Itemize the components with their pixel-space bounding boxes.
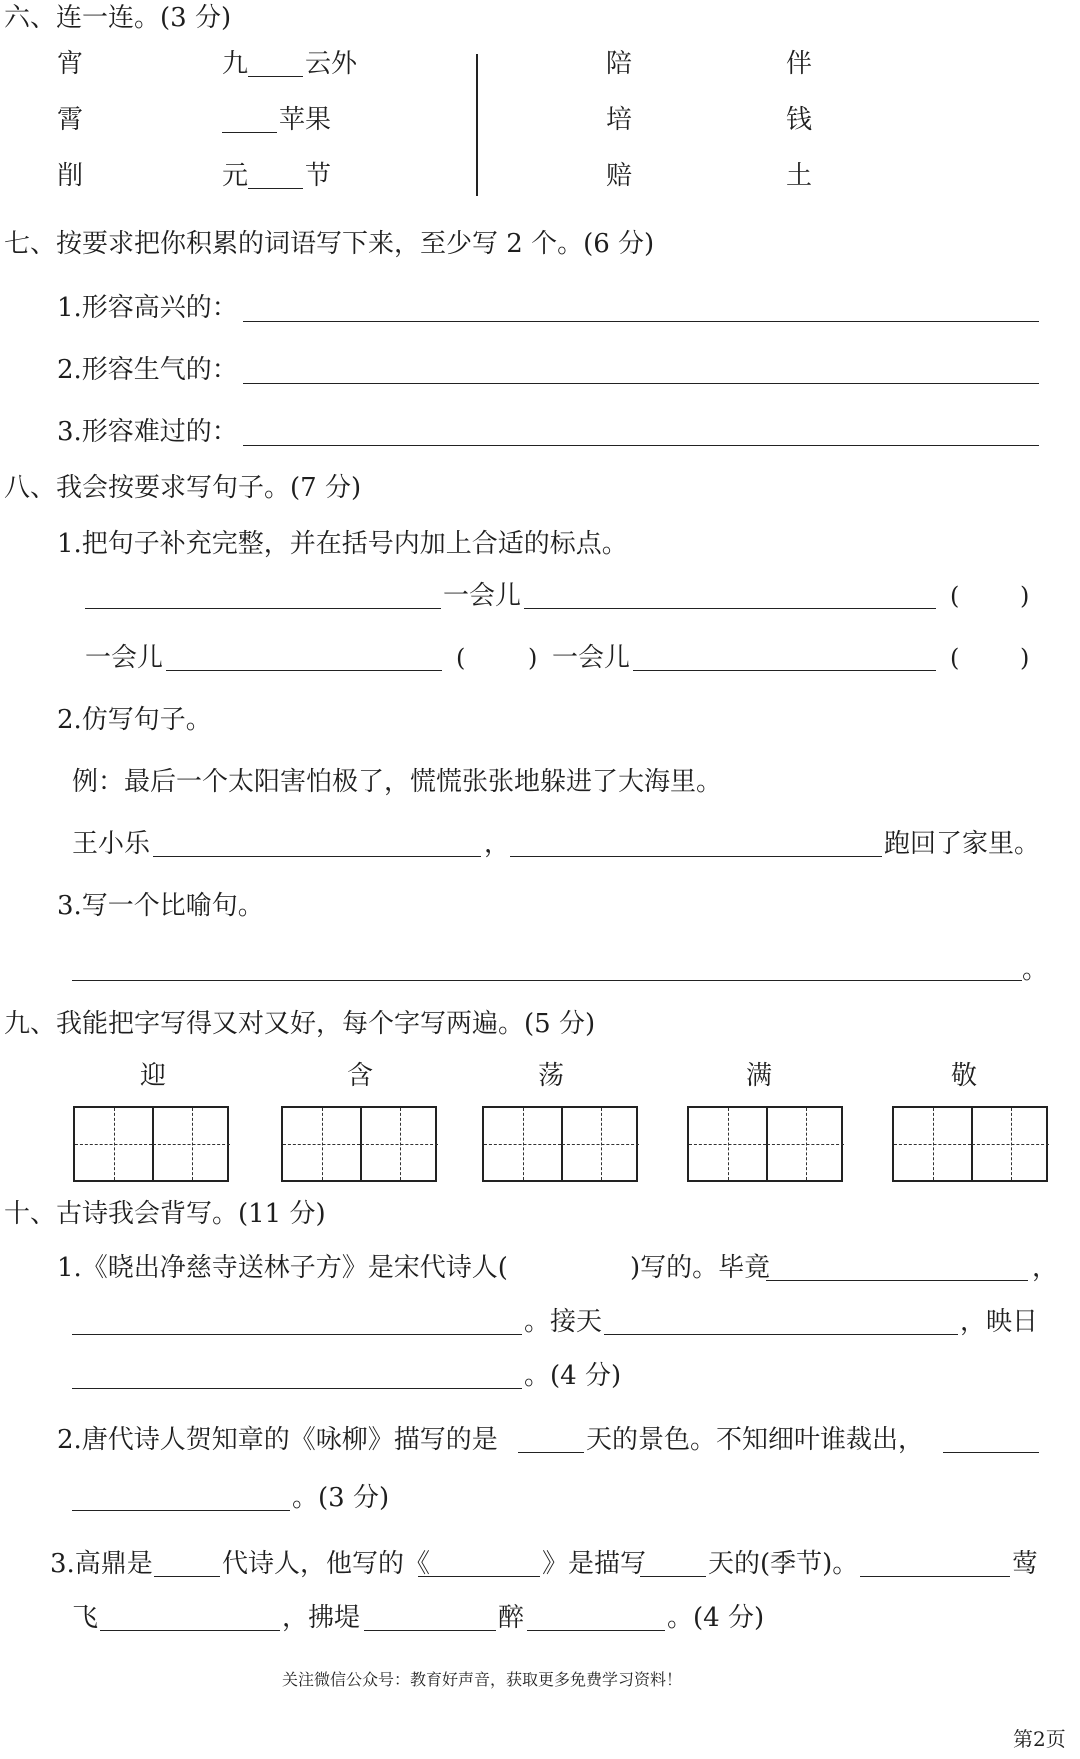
match-col4-item: 伴 (786, 49, 813, 79)
poem-q3-text: ，拂堤 (282, 1603, 361, 1633)
answer-line[interactable] (72, 1334, 522, 1335)
yihuier-text: 一会儿 (85, 643, 164, 673)
match-col4-item: 钱 (786, 105, 813, 135)
writing-grid[interactable] (482, 1106, 638, 1182)
poem-text: 。接天 (524, 1307, 603, 1337)
answer-line[interactable] (243, 445, 1039, 446)
match-col3-item: 赔 (606, 161, 633, 191)
section-9-title: 九、我能把字写得又对又好，每个字写两遍。(5 分) (4, 1009, 596, 1039)
answer-line[interactable] (524, 608, 936, 609)
writing-grid[interactable] (892, 1106, 1048, 1182)
practice-char: 满 (746, 1061, 773, 1091)
answer-line[interactable] (243, 383, 1039, 384)
blank-line[interactable] (248, 76, 303, 77)
comma: ， (484, 829, 511, 859)
answer-line[interactable] (860, 1576, 1010, 1577)
score-text: 。(4 分) (524, 1361, 622, 1391)
yihuier-text: 一会儿 (552, 643, 631, 673)
footer-note: 关注微信公众号：教育好声音，获取更多免费学习资料！ (282, 1670, 683, 1689)
answer-line[interactable] (154, 1576, 220, 1577)
match-col2-post: 节 (305, 161, 332, 191)
match-col3-item: 陪 (606, 49, 633, 79)
question-1: 1.把句子补充完整，并在括号内加上合适的标点。 (57, 529, 628, 559)
poem-q3-text: 飞 (72, 1603, 99, 1633)
poem-q1-text: 1.《晓出净慈寺送林子方》是宋代诗人( (57, 1253, 508, 1283)
section-10-title: 十、古诗我会背写。(11 分) (4, 1199, 326, 1229)
match-col1-item: 霄 (57, 105, 84, 135)
answer-line[interactable] (364, 1630, 496, 1631)
poem-q2-text: 天的景色。不知细叶谁裁出， (586, 1425, 925, 1455)
punct-paren-close: ) (1020, 644, 1030, 672)
answer-line[interactable] (510, 856, 882, 857)
writing-grid[interactable] (73, 1106, 229, 1182)
practice-char: 敬 (951, 1061, 978, 1091)
blank-line[interactable] (248, 188, 303, 189)
match-col1-item: 削 (57, 161, 84, 191)
match-col3-item: 培 (606, 105, 633, 135)
period: 。 (1022, 955, 1049, 985)
page-number: 第2页 (1013, 1727, 1066, 1751)
match-col2-pre: 九 (222, 49, 249, 79)
answer-line[interactable] (166, 670, 442, 671)
answer-line[interactable] (100, 1630, 280, 1631)
match-col4-item: 土 (786, 161, 813, 191)
writing-grid[interactable] (687, 1106, 843, 1182)
punct-paren-open: ( (950, 582, 960, 610)
poem-q3-text: 天的(季节)。 (708, 1549, 859, 1579)
example-sentence: 例：最后一个太阳害怕极了，慌慌张张地躲进了大海里。 (72, 767, 723, 797)
answer-line[interactable] (518, 1452, 584, 1453)
match-col2-post: 苹果 (279, 105, 332, 135)
poem-q3-text: 代诗人，他写的《 (222, 1549, 431, 1579)
punct-paren-open: ( (950, 644, 960, 672)
section-8-title: 八、我会按要求写句子。(7 分) (4, 473, 362, 503)
word-prompt: 3.形容难过的： (57, 417, 238, 447)
blank-line[interactable] (222, 132, 277, 133)
writing-grid[interactable] (281, 1106, 437, 1182)
poem-q1-text: )写的。毕竟 (630, 1253, 771, 1283)
match-col2-post: 云外 (305, 49, 358, 79)
match-col1-item: 宵 (57, 49, 84, 79)
practice-char: 荡 (538, 1061, 565, 1091)
answer-line[interactable] (72, 1388, 522, 1389)
punct-paren-close: ) (528, 644, 538, 672)
score-text: 。(4 分) (667, 1603, 765, 1633)
answer-line[interactable] (418, 1576, 540, 1577)
word-prompt: 2.形容生气的： (57, 355, 238, 385)
answer-line[interactable] (604, 1334, 958, 1335)
poem-text: ，映日 (960, 1307, 1039, 1337)
question-2: 2.仿写句子。 (57, 705, 212, 735)
answer-line[interactable] (527, 1630, 665, 1631)
poem-q3-text: 莺 (1012, 1549, 1039, 1579)
question-3: 3.写一个比喻句。 (57, 891, 264, 921)
section-7-title: 七、按要求把你积累的词语写下来，至少写 2 个。(6 分) (4, 229, 655, 259)
punct-paren-close: ) (1020, 582, 1030, 610)
poem-q2-text: 2.唐代诗人贺知章的《咏柳》描写的是 (57, 1425, 498, 1455)
answer-line[interactable] (72, 1510, 290, 1511)
score-text: 。(3 分) (292, 1483, 390, 1513)
pao-text: 跑回了家里。 (884, 829, 1041, 859)
comma: ， (1032, 1253, 1059, 1283)
match-col2-pre: 元 (222, 161, 249, 191)
answer-line[interactable] (153, 856, 481, 857)
answer-line[interactable] (243, 321, 1039, 322)
answer-line[interactable] (640, 1576, 706, 1577)
practice-char: 含 (347, 1061, 374, 1091)
answer-line[interactable] (633, 670, 936, 671)
punct-paren-open: ( (456, 644, 466, 672)
answer-line[interactable] (85, 608, 441, 609)
poem-q3-text: 3.高鼎是 (50, 1549, 153, 1579)
section-6-title: 六、连一连。(3 分) (4, 3, 232, 33)
yihuier-text: 一会儿 (443, 581, 522, 611)
wang-xiaole-text: 王小乐 (72, 829, 151, 859)
answer-line[interactable] (943, 1452, 1039, 1453)
word-prompt: 1.形容高兴的： (57, 293, 238, 323)
practice-char: 迎 (140, 1061, 167, 1091)
poem-q3-text: 》是描写 (542, 1549, 647, 1579)
answer-line[interactable] (72, 980, 1022, 981)
divider-line (476, 54, 478, 196)
poem-q3-text: 醉 (498, 1603, 525, 1633)
answer-line[interactable] (766, 1280, 1028, 1281)
